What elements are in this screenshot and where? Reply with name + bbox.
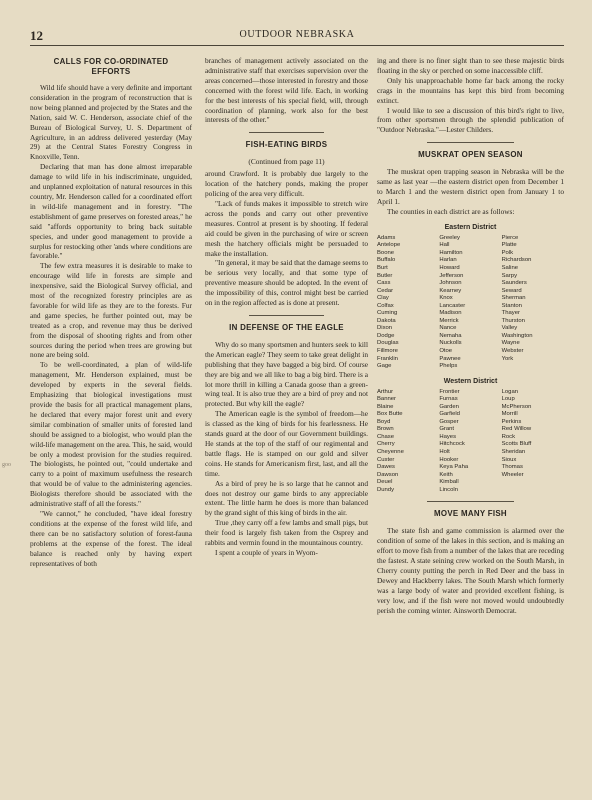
paragraph: Wild life should have a very definite and important consideration in the program of reconstruction that is now being planned and projected by the States and the Nation, said W. C. Henderson, associate chief of the Bureau of Biological Survey, U. S. Department of Agriculture, in an address delivered yesterday (May 29) at the Central States Forestry Congress in Knoxville, Tenn. (30, 83, 192, 162)
county-name: Richardson (501, 257, 532, 264)
county-name: Valley (501, 325, 518, 332)
article-heading-co-ordinated-efforts: CALLS FOR CO-ORDINATED EFFORTS (53, 57, 169, 76)
county-name: Kearney (439, 287, 462, 294)
paragraph: The counties in each district are as follows: (387, 206, 515, 216)
county-name: Frontier (439, 388, 460, 395)
county-name: Logan (501, 388, 519, 395)
county-name: Holt (439, 449, 450, 455)
county-name: Dawes (377, 464, 396, 471)
paragraph: "We cannot," he concluded, "have ideal forestry conditions at the expense of the forest wild life, and there can be no satisfactory solution of forest-fauna problems at the expense of the forest. The ideal balance is reached only by having expert representatives of both (30, 508, 192, 568)
article-heading-move-many-fish: MOVE MANY FISH (434, 509, 507, 519)
paragraph: As a bird of prey he is so large that he cannot and does not destroy our game birds to any appreciable extent. The little harm he does is more than balanced by the grand sight of this king of birds in the air. (205, 478, 368, 518)
county-name: Red Willow (501, 426, 532, 433)
county-name: Knox (439, 295, 453, 302)
county-name: Polk (501, 249, 514, 256)
paragraph: around Crawford. It is probably due largely to the location of the hatchery ponds, making the proper policing of the area very difficult. (205, 169, 368, 199)
section-divider (427, 501, 513, 502)
county-name: Greeley (439, 234, 460, 241)
margin-note: goo (2, 462, 11, 468)
county-name: Washington (501, 332, 533, 339)
county-name: Nemaha (439, 332, 462, 339)
county-name: Furnas (439, 396, 458, 403)
county-name: Lancaster (439, 302, 466, 309)
publication-title: OUTDOOR NEBRASKA (239, 29, 355, 40)
county-name: Gage (377, 363, 392, 370)
county-name: Cuming (377, 310, 398, 317)
county-name: Perkins (501, 418, 522, 425)
county-name: Boone (377, 249, 395, 256)
paragraph: I would like to see a discussion of this bird's right to live, from other sportsmen through the splendid publication of "Outdoor Nebraska."—Lester Childers. (377, 105, 564, 135)
county-name: Fillmore (377, 347, 398, 354)
county-name: Cedar (377, 287, 394, 294)
county-name: Webster (501, 347, 524, 354)
county-name: Douglas (377, 340, 399, 347)
county-name: Garfield (439, 411, 460, 418)
paragraph: Declaring that man has done almost irreparable damage to wild life in his indiscriminate, unguided, and unplanned exploitation of natural resources in this country, Mr. Henderson called for a coordinated effort in wild-life management and in forestry. "The establishment of game preserves on forested areas," he said "affords opportunity to bring back suitable species, and under good management to provide a surplus for restocking other 'ands where conditions are favorable." (30, 162, 192, 261)
county-name: Clay (377, 295, 389, 302)
county-name: Dundy (377, 486, 395, 493)
county-name: Wayne (501, 340, 520, 347)
county-name: Phelps (439, 363, 458, 370)
county-name: Lincoln (439, 486, 458, 493)
eastern-county-list (377, 235, 564, 371)
county-column (502, 235, 564, 371)
county-name: Sarpy (501, 272, 518, 279)
section-divider (427, 142, 513, 143)
paragraph: "Lack of funds makes it impossible to stretch wire across the ponds and carry out other preventive measures. Control at present is by shooting. If federal aid could be given in the purchasing of wire or screen mesh the hatchery officials might be persuaded to make the installation. (205, 198, 368, 258)
county-column (502, 389, 564, 495)
county-name: Howard (439, 264, 460, 271)
county-name: Rock (501, 433, 516, 440)
county-name: Cass (377, 280, 391, 287)
county-name: Otoe (439, 347, 453, 354)
paragraph: ing and there is no finer sight than to see these majestic birds floating in the sky or perched on some inaccessible cliff. (377, 56, 564, 75)
county-name: Boyd (377, 418, 391, 425)
county-name: Buffalo (377, 257, 396, 264)
paragraph: The few extra measures it is desirable to make to encourage wild life in forests are simple and inexpensive, said the Biological Survey official, and most of the recognized forestry principles are as favorable for wild life as they are to the forests. Fur and game species, he further pointed out, may be treated as a crop, and revenue may thus be derived from the disposal of shooting rights and from other sources during the period when trees are growing but none are being sold. (30, 261, 192, 360)
county-name: Blaine (377, 403, 394, 410)
county-name: Franklin (377, 355, 398, 362)
county-name: Pierce (501, 234, 519, 241)
county-column (377, 235, 439, 371)
county-name: Custer (377, 456, 395, 463)
paragraph: The state fish and game commission is alarmed over the condition of some of the lakes in this section, and is making an effort to move fish from a number of the lakes that are receding the fastest. A state seining crew worked on the South Marsh, in Cherry county putting the perch in Red Deer and the bass in Dewey and Hackberry lakes. The South Marsh which formerly was a large body of water and provided excellent fishing, is very low, and if the fish were not moved would undoubtedly perish the coming winter. Ainsworth Democrat. (377, 526, 564, 615)
county-name: Burt (377, 264, 388, 271)
county-name: Hayes (439, 433, 457, 440)
county-name: Merrick (439, 317, 459, 324)
western-district-heading: Western District (443, 377, 498, 385)
paragraph: "In general, it may be said that the damage seems to be serious very locally, and that some type of preventive measure should be adopted. In the event of the impossibility of this, control might best be carried on in the region affected as is done at present. (205, 258, 368, 308)
eastern-district-heading: Eastern District (444, 223, 497, 231)
county-name: Johnson (439, 280, 462, 287)
county-name: Banner (377, 396, 396, 403)
county-name: Sioux (501, 456, 517, 463)
paragraph: The American eagle is the symbol of freedom—he is classed as the king of birds for his fearlessness. He stands guard at the door of our Government buildings. He stands at the top of the staff of our regimental and battle flags. He is stamped on our gold and silver coins. He stands for Americanism first, last, and all the time. (205, 409, 368, 478)
county-name: Saunders (501, 280, 527, 287)
county-name: Chase (377, 433, 395, 440)
county-column (439, 389, 501, 495)
paragraph: Why do so many sportsmen and hunters seek to kill the American eagle? They seem to take great delight in publishing that they have bagged a big bird. Of course they are big and we all like to bag a big bird. There is a lot more thrill in killing a Canada goose than a green-wing teal. It is also true they are a bird of prey and not protected. But why kill the eagle? (205, 339, 368, 409)
paragraph: The muskrat open trapping season in Nebraska will be the same as last year —the eastern district open from December 1 to March 1 and the western district open from January 1 to April 1. (377, 167, 564, 206)
county-name: Madison (439, 310, 462, 317)
county-name: Sheridan (501, 449, 526, 455)
county-name: Thayer (501, 310, 520, 317)
county-name: Thomas (501, 464, 523, 471)
county-name: Platte (501, 242, 517, 249)
county-name: Keya Paha (439, 464, 469, 471)
county-name: Brown (377, 426, 394, 433)
county-name: Loup (501, 396, 515, 403)
article-heading-muskrat-season: MUSKRAT OPEN SEASON (418, 150, 523, 160)
county-name: Keith (439, 471, 453, 478)
county-name: Pawnee (439, 355, 461, 362)
page-number: 12 (30, 28, 43, 43)
county-name: Kimball (439, 479, 459, 486)
paragraph: Only his unapproachable home far back among the rocky crags in the mountains has kept this bird from becoming extinct. (377, 75, 564, 105)
county-name: Morrill (501, 411, 518, 418)
article-heading-defense-of-eagle: IN DEFENSE OF THE EAGLE (229, 322, 344, 332)
county-name: Thurston (501, 317, 525, 324)
county-name: Colfax (377, 302, 394, 309)
county-column (377, 389, 439, 495)
county-name: Dawson (377, 471, 399, 478)
county-name: Seward (501, 287, 522, 294)
column-3 (377, 56, 564, 615)
county-name: Hitchcock (439, 441, 465, 448)
county-name: Gosper (439, 418, 459, 425)
western-county-list (377, 389, 564, 495)
header-rule (30, 45, 564, 46)
county-name: York (501, 355, 514, 362)
county-name: Deuel (377, 479, 393, 486)
county-name: Harlan (439, 257, 457, 264)
column-2 (205, 56, 368, 558)
county-name: Hooker (439, 456, 459, 463)
county-name: Grant (439, 426, 455, 433)
county-name: Stanton (501, 302, 522, 309)
county-name: Cherry (377, 441, 395, 448)
section-divider (249, 315, 324, 316)
county-name: Butler (377, 272, 393, 279)
county-name: Nance (439, 325, 457, 332)
county-name: Adams (377, 234, 396, 241)
county-name: Arthur (377, 388, 394, 395)
county-name: Antelope (377, 242, 401, 249)
county-name: Box Butte (377, 411, 403, 418)
county-name: Garden (439, 403, 459, 410)
continued-note: (Continued from page 11) (248, 157, 325, 167)
section-divider (249, 132, 324, 133)
page-header (30, 28, 564, 44)
paragraph: branches of management actively associated on the administrative staff that exercises supervision over the areas concerned—those interested in forestry and those concerned with the forest wild life. Each, in working for the best interests of his special field, will, through coordination of planning, work also for the best interests of the other." (205, 56, 368, 125)
county-name: Wheeler (501, 471, 524, 478)
column-1 (30, 56, 192, 568)
article-heading-fish-eating-birds: FISH-EATING BIRDS (245, 140, 328, 150)
county-column (439, 235, 501, 371)
county-name: Dixon (377, 325, 393, 332)
county-name: Jefferson (439, 272, 464, 279)
paragraph: I spent a couple of years in Wyom- (215, 547, 318, 557)
county-name: Hamilton (439, 249, 463, 256)
paragraph: To be well-coordinated, a plan of wild-life management, Mr. Henderson explained, must be developed by experts in the several fields. Emphasizing that biological investigations must provide the basis for all practical management plans, he declared that every major forest unit and every similar combination of smaller units of forested land should be assigned to a biologist, who would plan the wild-life management on the area. This, he said, would be only a modest provision for the studies required. The biologists, he pointed out, "could undertake and carry to a point of maximum usefulness the research that would be of value to the administering agencies. Biologists therefore should be associated with the administrative staff of all the forests." (30, 360, 192, 509)
county-name: Sherman (501, 295, 526, 302)
county-name: Saline (501, 264, 518, 271)
paragraph: True ,they carry off a few lambs and small pigs, but their food is largely fish taken from the Osprey and rabbits and vermin found in the mountainous country. (205, 518, 368, 548)
county-name: Dakota (377, 317, 396, 324)
county-name: Dodge (377, 332, 395, 339)
county-name: Hall (439, 242, 450, 249)
county-name: Scotts Bluff (501, 441, 532, 448)
county-name: McPherson (501, 403, 532, 410)
county-name: Cheyenne (377, 449, 404, 455)
county-name: Nuckolls (439, 340, 462, 347)
